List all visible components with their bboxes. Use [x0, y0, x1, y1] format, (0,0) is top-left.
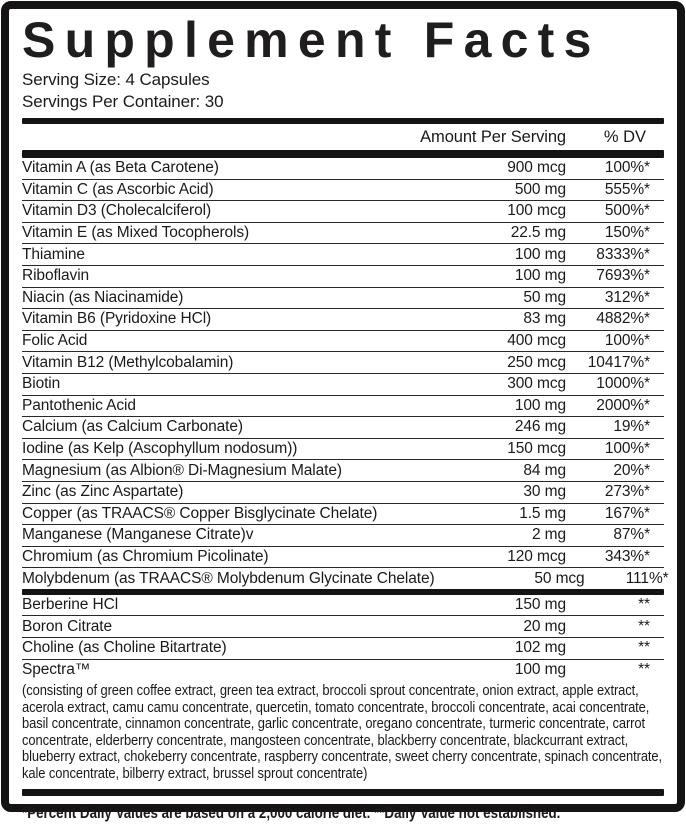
nutrient-row	[22, 201, 664, 223]
column-header-row	[22, 124, 664, 150]
nutrient-dv: 2000%*	[596, 396, 650, 414]
nutrient-amount: 1.5 mg	[519, 504, 566, 522]
nutrient-row	[22, 180, 664, 202]
nutrient-row	[22, 223, 664, 245]
nutrient-row	[22, 266, 664, 288]
nutrient-row	[22, 547, 664, 569]
nutrient-amount: 50 mcg	[534, 569, 585, 587]
nutrient-row	[22, 460, 664, 482]
nutrient-name: Biotin	[22, 375, 61, 393]
nutrient-name: Folic Acid	[22, 332, 88, 350]
nutrient-row	[22, 158, 664, 180]
nutrient-name: Riboflavin	[22, 267, 90, 285]
nutrient-amount: 900 mcg	[507, 159, 566, 177]
nutrient-name: Spectra™	[22, 660, 91, 678]
nutrient-amount: 250 mcg	[507, 353, 566, 371]
nutrient-amount: 100 mcg	[507, 202, 566, 220]
divider-bar-footnote	[22, 789, 664, 796]
nutrient-name: Iodine (as Kelp (Ascophyllum nodosum))	[22, 440, 298, 458]
nutrient-amount: 400 mcg	[507, 332, 566, 350]
nutrient-row	[22, 638, 664, 660]
nutrient-dv: 100%*	[604, 440, 650, 458]
servings-per-container-line: Servings Per Container: 30	[22, 92, 224, 111]
nutrient-amount: 150 mg	[514, 596, 566, 614]
nutrient-dv: 150%*	[604, 224, 650, 242]
nutrient-amount: 22.5 mg	[510, 224, 566, 242]
nutrient-dv: 100%*	[604, 159, 650, 177]
nutrient-dv: 273%*	[604, 483, 650, 501]
column-header-amount: Amount Per Serving	[420, 127, 566, 146]
nutrient-table-other	[22, 595, 664, 680]
nutrient-dv: 111%*	[625, 569, 669, 587]
nutrient-table-main	[22, 158, 669, 589]
nutrient-dv: 555%*	[604, 180, 650, 198]
nutrient-dv: 10417%*	[587, 353, 650, 371]
nutrient-name: Copper (as TRAACS® Copper Bisglycinate Chelate)	[22, 504, 378, 522]
nutrient-row	[22, 525, 664, 547]
nutrient-row	[22, 660, 664, 681]
nutrient-amount: 100 mg	[514, 267, 566, 285]
nutrient-amount: 84 mg	[523, 461, 566, 479]
nutrient-amount: 120 mcg	[507, 547, 566, 565]
nutrient-dv: 4882%*	[596, 310, 650, 328]
nutrient-amount: 300 mcg	[507, 375, 566, 393]
nutrient-row	[22, 352, 664, 374]
panel-title: Supplement Facts	[22, 12, 601, 68]
nutrient-dv: **	[638, 596, 650, 614]
nutrient-name: Boron Citrate	[22, 617, 113, 635]
nutrient-row	[22, 568, 669, 589]
supplement-facts-panel	[1, 1, 685, 823]
column-header-dv: % DV	[603, 127, 646, 146]
nutrient-amount: 102 mg	[514, 639, 566, 657]
nutrient-amount: 100 mg	[514, 396, 566, 414]
nutrient-row	[22, 504, 664, 526]
nutrient-row	[22, 417, 664, 439]
nutrient-dv: 167%*	[604, 504, 650, 522]
spectra-ingredients-paragraph: (consisting of green coffee extract, green tea extract, broccoli sprout concentrate, onion extract, apple extract, acerola extract, camu camu concentrate, quercetin, tomato concentrate, broccoli concentrate, acai concentrate, basil concentrate, cinnamon concentrate, garlic concentrate, oregano concentrate, turmeric concentrate, carrot concentrate, elderberry concentrate, mangosteen concentrate, blackberry concentrate, blackcurrant extract, blueberry extract, chokeberry concentrate, raspberry concentrate, sweet cherry concentrate, spinach concentrate, kale concentrate, bilberry extract, brussel sprout concentrate)	[22, 682, 663, 782]
nutrient-dv: 100%*	[604, 332, 650, 350]
nutrient-name: Berberine HCl	[22, 596, 119, 614]
nutrient-name: Vitamin C (as Ascorbic Acid)	[22, 180, 214, 198]
nutrient-amount: 100 mg	[514, 660, 566, 678]
nutrient-row	[22, 595, 664, 617]
nutrient-dv: 20%*	[613, 461, 650, 479]
nutrient-row	[22, 309, 664, 331]
nutrient-row	[22, 331, 664, 353]
nutrient-dv: 87%*	[613, 526, 650, 544]
serving-size-line: Serving Size: 4 Capsules	[22, 70, 210, 89]
nutrient-name: Calcium (as Calcium Carbonate)	[22, 418, 243, 436]
nutrient-amount: 20 mg	[523, 617, 566, 635]
nutrient-row	[22, 482, 664, 504]
nutrient-dv: 500%*	[604, 202, 650, 220]
nutrient-name: Vitamin B6 (Pyridoxine HCl)	[22, 310, 212, 328]
nutrient-name: Vitamin D3 (Cholecalciferol)	[22, 202, 212, 220]
nutrient-name: Chromium (as Chromium Picolinate)	[22, 547, 269, 565]
nutrient-amount: 50 mg	[523, 288, 566, 306]
nutrient-dv: 312%*	[604, 288, 650, 306]
nutrient-name: Zinc (as Zinc Aspartate)	[22, 483, 184, 501]
nutrient-dv: 19%*	[613, 418, 650, 436]
nutrient-row	[22, 244, 664, 266]
nutrient-name: Vitamin E (as Mixed Tocopherols)	[22, 224, 250, 242]
nutrient-dv: 8333%*	[596, 245, 650, 263]
nutrient-name: Molybdenum (as TRAACS® Molybdenum Glycinate Chelate)	[22, 569, 435, 587]
nutrient-dv: **	[638, 660, 650, 678]
nutrient-name: Magnesium (as Albion® Di-Magnesium Malate)	[22, 461, 342, 479]
nutrient-name: Vitamin A (as Beta Carotene)	[22, 159, 219, 177]
nutrient-name: Thiamine	[22, 245, 85, 263]
nutrient-row	[22, 439, 664, 461]
nutrient-amount: 500 mg	[514, 180, 566, 198]
nutrient-dv: **	[638, 639, 650, 657]
nutrient-row	[22, 616, 664, 638]
nutrient-name: Manganese (Manganese Citrate)v	[22, 526, 254, 544]
nutrient-name: Vitamin B12 (Methylcobalamin)	[22, 353, 234, 371]
nutrient-amount: 2 mg	[531, 526, 566, 544]
nutrient-row	[22, 396, 664, 418]
nutrient-dv: 1000%*	[596, 375, 650, 393]
nutrient-amount: 246 mg	[514, 418, 566, 436]
nutrient-row	[22, 374, 664, 396]
nutrient-dv: **	[638, 617, 650, 635]
nutrient-name: Niacin (as Niacinamide)	[22, 288, 184, 306]
nutrient-amount: 83 mg	[523, 310, 566, 328]
nutrient-name: Pantothenic Acid	[22, 396, 136, 414]
nutrient-row	[22, 288, 664, 310]
nutrient-dv: 343%*	[604, 547, 650, 565]
nutrient-dv: 7693%*	[596, 267, 650, 285]
divider-bar-header	[22, 150, 664, 158]
nutrient-amount: 100 mg	[514, 245, 566, 263]
nutrient-amount: 30 mg	[523, 483, 566, 501]
nutrient-amount: 150 mcg	[507, 440, 566, 458]
daily-value-footnote: *Percent Daily Values are based on a 2,000 calorie diet. **Daily Value not established.	[22, 805, 561, 823]
nutrient-name: Choline (as Choline Bitartrate)	[22, 639, 227, 657]
